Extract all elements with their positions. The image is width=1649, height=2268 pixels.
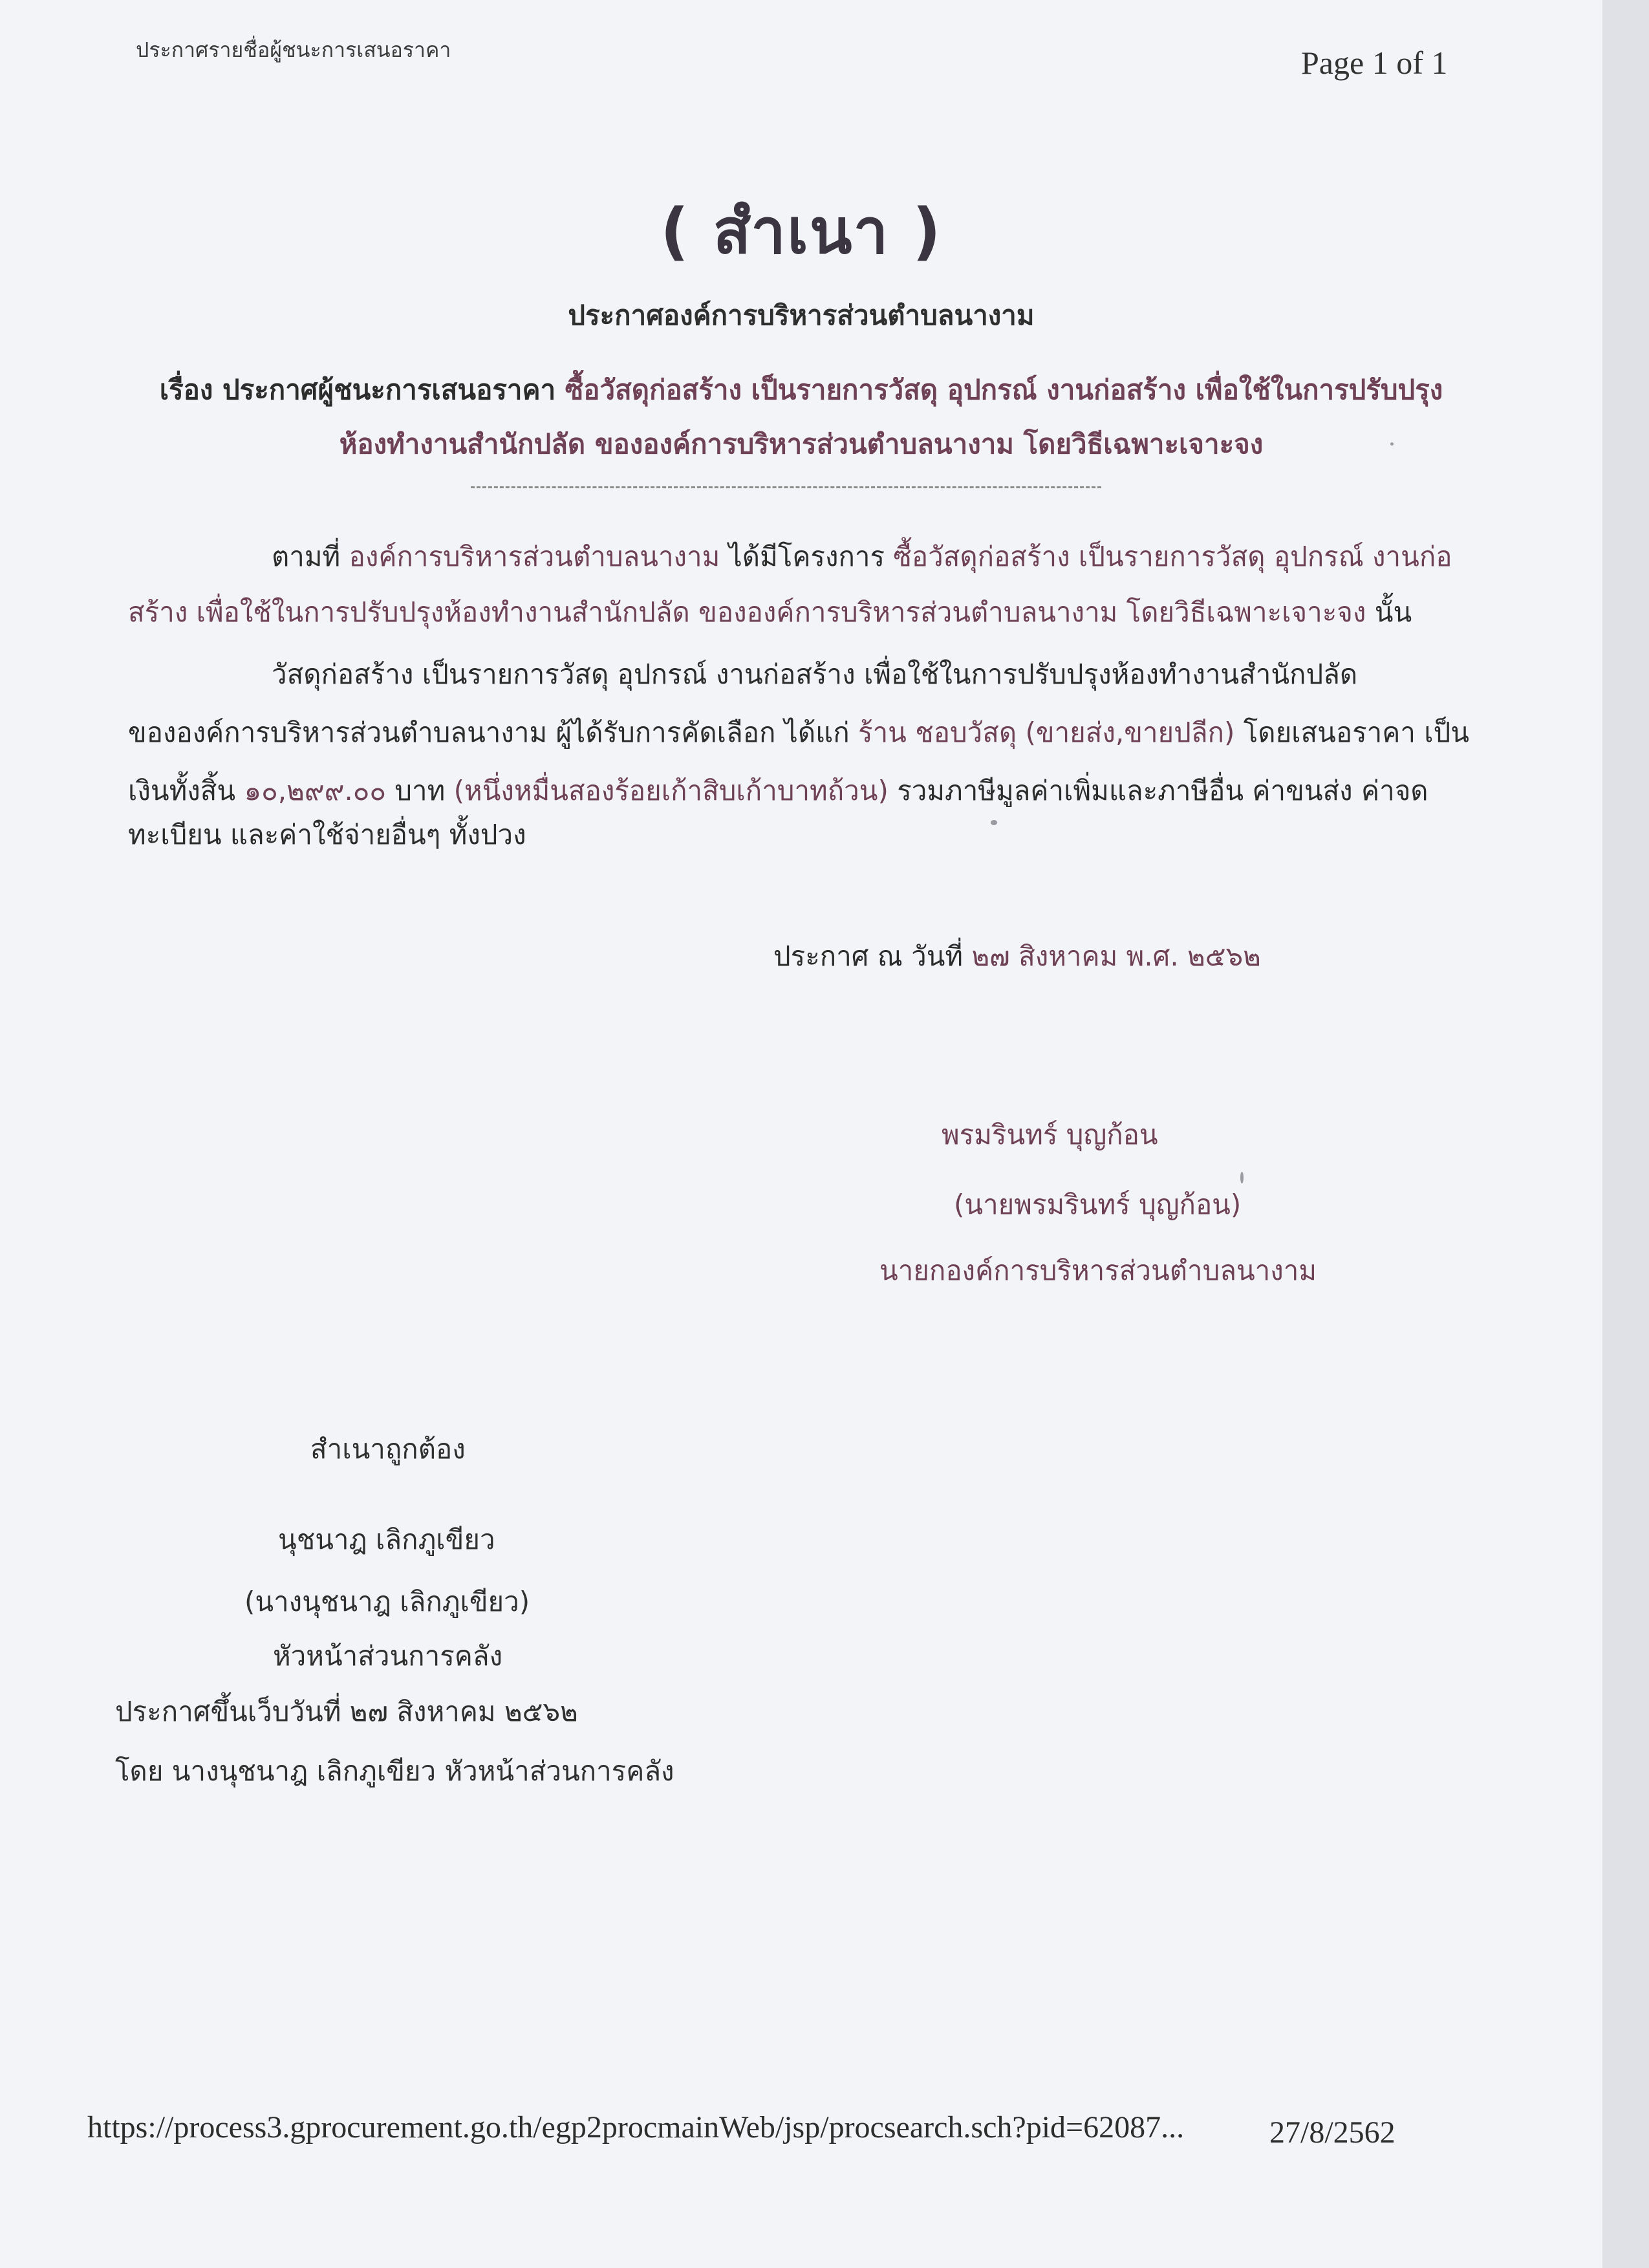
certifier-position: หัวหน้าส่วนการคลัง — [273, 1640, 503, 1672]
announce-date — [773, 935, 1261, 978]
body-text-run: ขององค์การบริหารส่วนตำบลนางาม ผู้ได้รับการคัดเลือก ได้แก่ — [128, 717, 850, 748]
price-in-words: (หนึ่งหมื่นสองร้อยเก้าสิบเก้าบาทถ้วน) — [453, 775, 889, 806]
announcement-subject — [0, 369, 1602, 411]
certifier-full-name: (นางนุชนาฎ เลิกภูเขียว) — [244, 1586, 530, 1617]
footer-url: https://process3.gprocurement.go.th/egp2procmainWeb/jsp/procsearch.sch?pid=62087... — [87, 2110, 1185, 2144]
price-amount: ๑๐,๒๙๙.๐๐ — [244, 775, 386, 806]
certifier-name: นุชนาฎ เลิกภูเขียว — [278, 1524, 495, 1555]
copy-stamp-heading: ( สำเนา ) — [660, 195, 942, 268]
dashed-divider — [471, 486, 1101, 488]
body-text-run: ตามที่ — [272, 541, 341, 572]
vendor-name: ร้าน ชอบวัสดุ (ขายส่ง,ขายปลีก) — [858, 717, 1235, 748]
scan-speck — [1240, 1172, 1244, 1183]
currency-label: บาท — [394, 775, 446, 806]
body-text-run: ได้มีโครงการ — [728, 541, 885, 572]
announcement-title: ประกาศองค์การบริหารส่วนตำบลนางาม — [568, 299, 1035, 331]
signatory-position: นายกองค์การบริหารส่วนตำบลนางาม — [879, 1255, 1317, 1286]
page-indicator: Page 1 of 1 — [1301, 45, 1448, 81]
body-line-5 — [128, 770, 1428, 812]
subject-prefix: เรื่อง ประกาศผู้ชนะการเสนอราคา — [159, 374, 556, 405]
posted-by: โดย นางนุชนาฎ เลิกภูเขียว หัวหน้าส่วนการคลัง — [115, 1755, 674, 1787]
scan-speck — [1390, 442, 1394, 446]
web-posted-date: ประกาศขึ้นเว็บวันที่ ๒๗ สิงหาคม ๒๕๖๒ — [115, 1696, 578, 1727]
scan-speck — [991, 820, 997, 825]
date-label: ประกาศ ณ วันที่ — [773, 940, 964, 972]
body-line-3: วัสดุก่อสร้าง เป็นรายการวัสดุ อุปกรณ์ งานก่อสร้าง เพื่อใช้ในการปรับปรุงห้องทำงานสำนักปลัด — [272, 658, 1358, 690]
project-name-cont: สร้าง เพื่อใช้ในการปรับปรุงห้องทำงานสำนักปลัด ขององค์การบริหารส่วนตำบลนางาม โดยวิธีเฉพาะเจาะจง — [128, 596, 1366, 628]
body-line-1 — [272, 535, 1452, 578]
subject-project: ซื้อวัสดุก่อสร้าง เป็นรายการวัสดุ อุปกรณ์ งานก่อสร้าง เพื่อใช้ในการปรับปรุง — [565, 374, 1443, 405]
header-caption: ประกาศรายชื่อผู้ชนะการเสนอราคา — [136, 38, 451, 62]
org-name: องค์การบริหารส่วนตำบลนางาม — [349, 541, 720, 572]
body-line-2 — [128, 591, 1412, 634]
signatory-full-name: (นายพรมรินทร์ บุญก้อน) — [954, 1189, 1242, 1220]
scan-page-edge — [1602, 0, 1649, 2268]
certified-copy-label: สำเนาถูกต้อง — [310, 1433, 466, 1465]
body-line-4 — [128, 711, 1469, 754]
project-name: ซื้อวัสดุก่อสร้าง เป็นรายการวัสดุ อุปกรณ์ งานก่อ — [893, 541, 1452, 572]
body-line-6: ทะเบียน และค่าใช้จ่ายอื่นๆ ทั้งปวง — [128, 819, 526, 850]
body-text-run: นั้น — [1374, 596, 1412, 628]
footer-print-date: 27/8/2562 — [1269, 2115, 1396, 2150]
body-text-run: เงินทั้งสิ้น — [128, 775, 236, 806]
body-text-run: รวมภาษีมูลค่าเพิ่มและภาษีอื่น ค่าขนส่ง ค่าจด — [897, 775, 1428, 806]
signatory-name: พรมรินทร์ บุญก้อน — [942, 1119, 1158, 1150]
body-text-run: โดยเสนอราคา เป็น — [1243, 717, 1470, 748]
date-value: ๒๗ สิงหาคม พ.ศ. ๒๕๖๒ — [971, 940, 1261, 972]
announcement-subject-cont: ห้องทำงานสำนักปลัด ขององค์การบริหารส่วนตำบลนางาม โดยวิธีเฉพาะเจาะจง — [339, 428, 1264, 460]
